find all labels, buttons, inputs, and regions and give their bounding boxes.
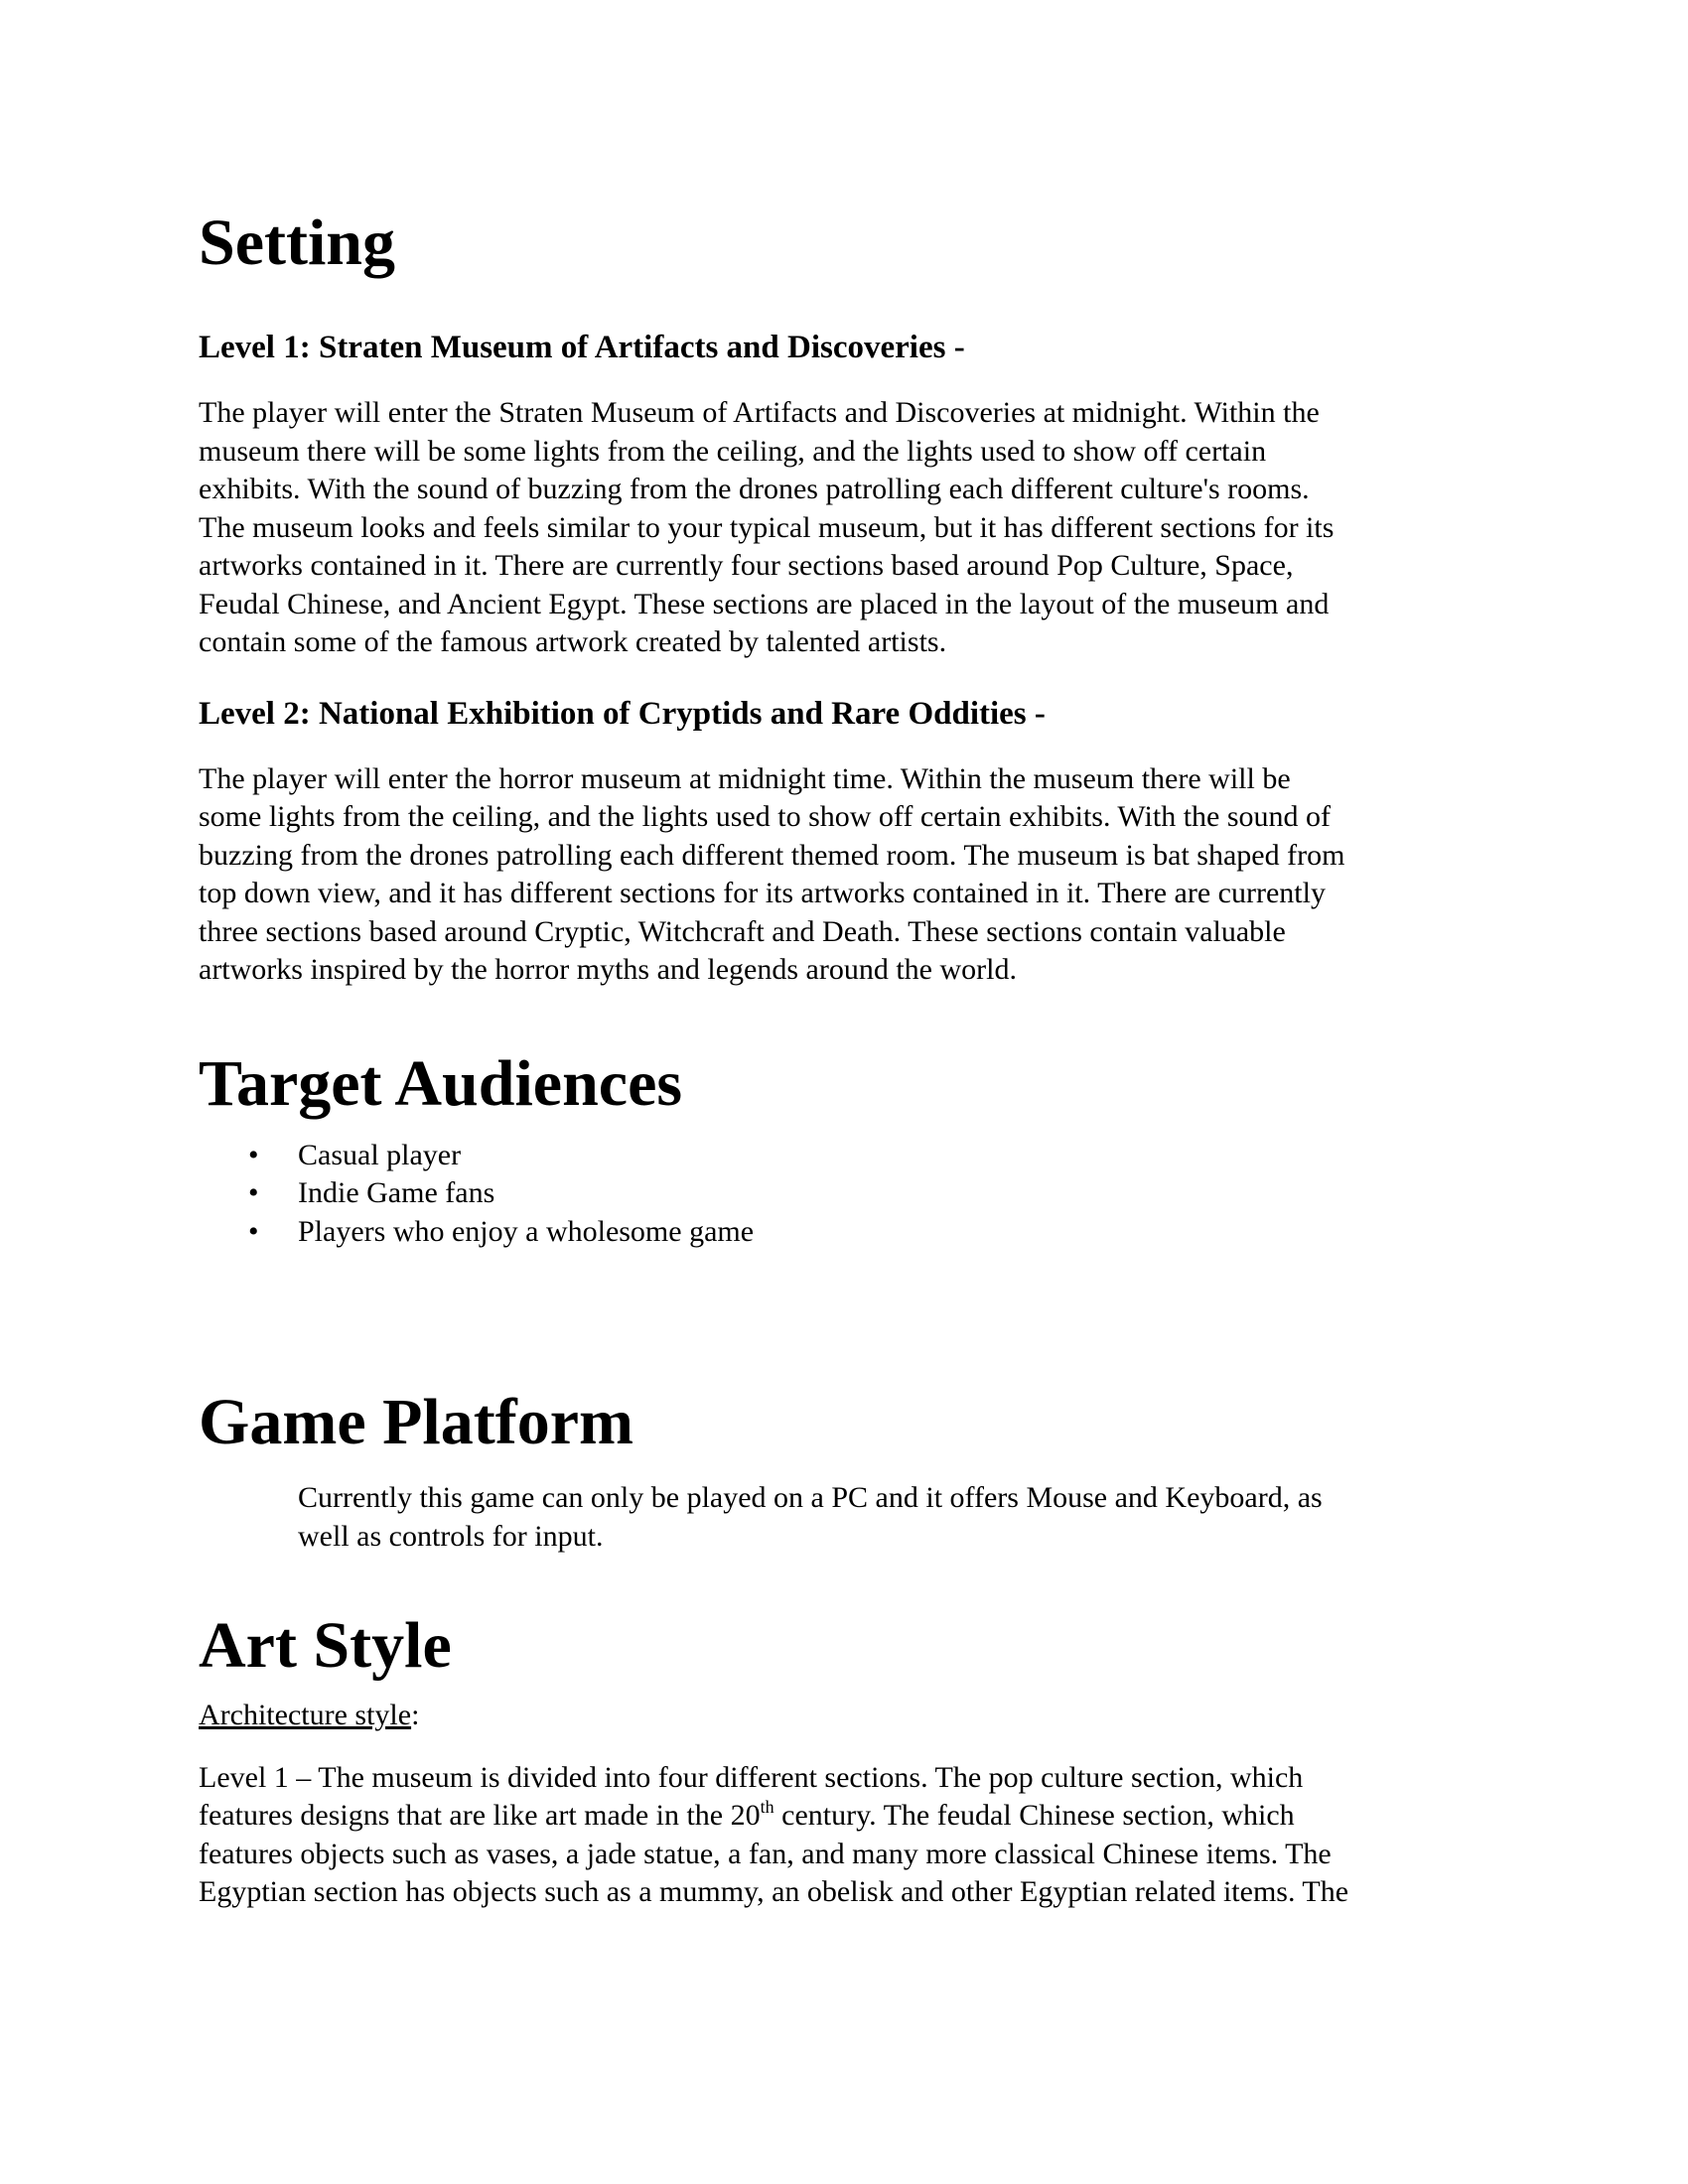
level1-line: artworks contained in it. There are currently four sections based around Pop Culture, Space, (199, 549, 1294, 582)
bullet-icon: • (248, 1176, 259, 1209)
audience-item: Indie Game fans (298, 1176, 495, 1209)
level1-description (199, 394, 1489, 662)
level2-description (199, 760, 1489, 990)
architecture-style-label: Architecture style (199, 1699, 412, 1731)
list-item (199, 1213, 1489, 1252)
document-page (199, 189, 1489, 1912)
art-style-level1 (199, 1759, 1489, 1912)
art-line-part: features designs that are like art made in the 20 (199, 1799, 761, 1832)
audience-item: Casual player (298, 1138, 462, 1171)
heading-setting: Setting (199, 206, 395, 279)
level2-line: The player will enter the horror museum at midnight time. Within the museum there will be (199, 761, 1291, 795)
level1-line: The museum looks and feels similar to your typical museum, but it has different sections for its (199, 510, 1335, 544)
art-line: Level 1 – The museum is divided into four different sections. The pop culture section, which (199, 1760, 1304, 1794)
level1-line: contain some of the famous artwork created by talented artists. (199, 625, 947, 658)
platform-line: well as controls for input. (298, 1519, 604, 1553)
platform-line: Currently this game can only be played on a PC and it offers Mouse and Keyboard, as (298, 1481, 1323, 1514)
heading-art-style: Art Style (199, 1609, 452, 1682)
list-item (199, 1137, 1489, 1175)
subheading-colon: : (411, 1699, 420, 1731)
bullet-icon: • (248, 1138, 259, 1171)
level2-line: artworks inspired by the horror myths and legends around the world. (199, 953, 1017, 986)
level2-line: top down view, and it has different sections for its artworks contained in it. There are currently (199, 877, 1326, 909)
level2-title: Level 2: National Exhibition of Cryptids and Rare Oddities - (199, 695, 1046, 732)
list-item (199, 1174, 1489, 1213)
level1-title: Level 1: Straten Museum of Artifacts and Discoveries - (199, 330, 965, 365)
audience-list (199, 1137, 1489, 1252)
platform-description (199, 1479, 1489, 1556)
heading-target-audiences: Target Audiences (199, 1046, 683, 1120)
architecture-subheading (199, 1697, 1489, 1735)
level1-line: museum there will be some lights from the ceiling, and the lights used to show off certain (199, 434, 1267, 468)
level2-line: three sections based around Cryptic, Witchcraft and Death. These sections contain valuable (199, 914, 1286, 948)
superscript-th: th (760, 1797, 774, 1817)
audience-item: Players who enjoy a wholesome game (298, 1214, 755, 1248)
level2-line: buzzing from the drones patrolling each different themed room. The museum is bat shaped from (199, 838, 1345, 872)
art-line: Egyptian section has objects such as a mummy, an obelisk and other Egyptian related items. The (199, 1875, 1349, 1908)
level1-line: The player will enter the Straten Museum of Artifacts and Discoveries at midnight. Within the (199, 396, 1320, 429)
level1-line: exhibits. With the sound of buzzing from the drones patrolling each different culture's rooms. (199, 473, 1310, 505)
art-line: features objects such as vases, a jade statue, a fan, and many more classical Chinese items. The (199, 1837, 1332, 1870)
level2-line: some lights from the ceiling, and the lights used to show off certain exhibits. With the sound of (199, 800, 1332, 833)
art-line-with-superscript (199, 1797, 1489, 1836)
level1-line: Feudal Chinese, and Ancient Egypt. These sections are placed in the layout of the museum and (199, 587, 1330, 620)
heading-game-platform: Game Platform (199, 1386, 633, 1458)
bullet-icon: • (248, 1214, 259, 1248)
art-line-part: century. The feudal Chinese section, which (774, 1799, 1295, 1832)
